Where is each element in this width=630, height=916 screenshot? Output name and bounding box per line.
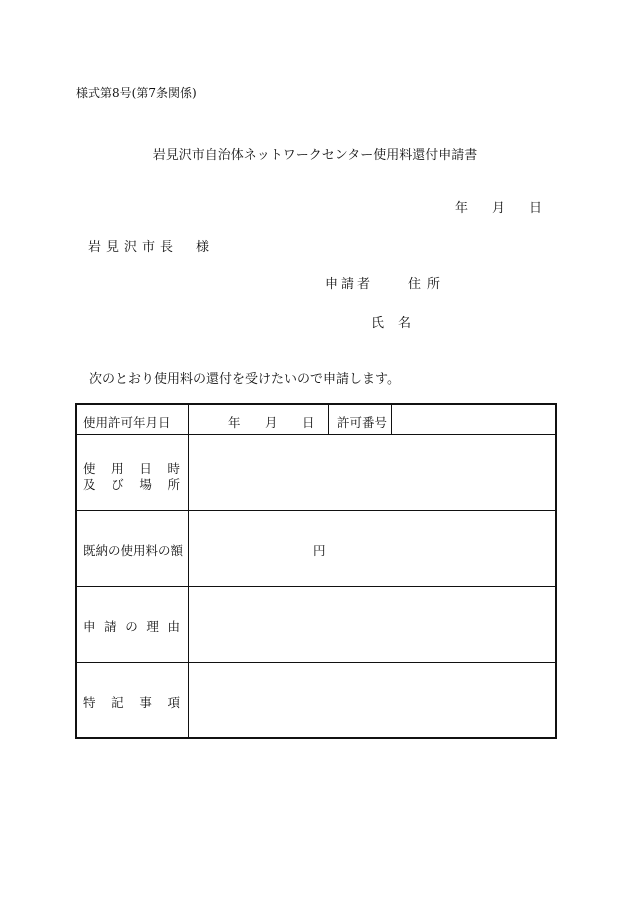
permit-date-month[interactable]: 月 [265,415,278,430]
applicant-label: 申請者 [325,277,374,292]
date-month-label: 月 [492,201,506,216]
permit-date-label: 使用許可年月日 [83,415,171,430]
reason-label: 申 請 の 理 由 [83,619,180,634]
row-divider [77,434,555,435]
column-divider [391,405,392,434]
permit-number-label: 許可番号 [337,415,388,430]
usage-datetime-label-line2: 及 び 場 所 [83,477,180,492]
permit-number-field[interactable] [399,413,549,429]
application-date [455,197,542,216]
address-label: 住所 [408,277,447,292]
form-number: 様式第8号(第7条関係) [76,86,197,100]
usage-datetime-label-line1: 使 用 日 時 [83,461,180,476]
name-label: 氏名 [371,316,426,331]
application-form-table [75,403,557,739]
intro-text: 次のとおり使用料の還付を受けたいので申請します。 [89,372,400,387]
usage-datetime-field[interactable] [195,441,545,503]
row-divider [77,510,555,511]
row-divider [77,586,555,587]
column-divider [328,405,329,434]
document-title: 岩見沢市自治体ネットワークセンター使用料還付申請書 [152,148,478,163]
row-divider [77,662,555,663]
notes-label: 特 記 事 項 [83,695,180,710]
date-year-label: 年 [455,201,469,216]
paid-fee-label: 既納の使用料の額 [83,543,184,558]
column-divider [188,405,189,737]
permit-date-year[interactable]: 年 [228,415,241,430]
permit-date-day[interactable]: 日 [302,415,315,430]
addressee: 岩見沢市長 様 [88,240,215,255]
notes-field[interactable] [195,669,545,731]
date-day-label: 日 [529,201,543,216]
paid-fee-field[interactable] [195,517,545,579]
paid-fee-unit: 円 [313,543,326,558]
reason-field[interactable] [195,593,545,655]
